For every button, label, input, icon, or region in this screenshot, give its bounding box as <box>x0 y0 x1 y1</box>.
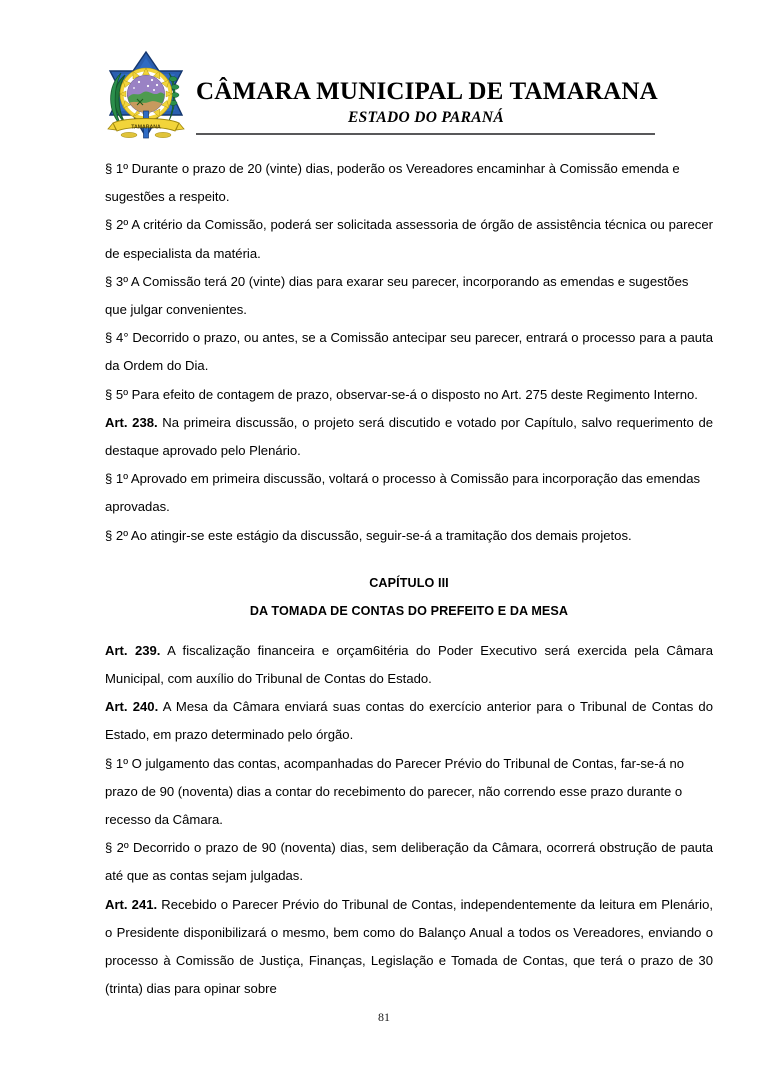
article-239-text: A fiscalização financeira e orçam6itéria do Poder Executivo será exercida pela Câmara Municipal, com auxílio do Tribunal de Contas do Estado. <box>105 642 714 687</box>
paragraph-4: § 4° Decorrido o prazo, ou antes, se a Comissão antecipar seu parecer, entrará o processo para a pauta da Ordem do Dia. <box>105 330 713 374</box>
chapter-heading <box>105 569 713 625</box>
article-238-paragraph-2: § 2º Ao atingir-se este estágio da discussão, seguir-se-á a tramitação dos demais projetos. <box>105 527 632 543</box>
article-240-text: A Mesa da Câmara enviará suas contas do exercício anterior para o Tribunal de Contas do Estado, em prazo determinado pelo órgão. <box>105 699 713 743</box>
paragraph-1: § 1º Durante o prazo de 20 (vinte) dias, poderão os Vereadores encaminhar à Comissão emenda e sugestões a respeito. <box>105 161 680 205</box>
article-238-text: Na primeira discussão, o projeto será discutido e votado por Capítulo, salvo requerimento de destaque aprovado pelo Plenário. <box>105 414 714 459</box>
chapter-number: CAPÍTULO III <box>369 575 449 590</box>
state-subtitle: ESTADO DO PARANÁ <box>347 108 505 126</box>
article-238-label: Art. 238. <box>105 414 158 430</box>
paragraph-2: § 2º A critério da Comissão, poderá ser solicitada assessoria de órgão de assistência técnica ou parecer de especialista da matéria. <box>105 217 713 261</box>
header-titles <box>196 78 656 126</box>
coat-of-arms-icon <box>103 49 189 141</box>
svg-text:TAMARANA: TAMARANA <box>131 124 161 131</box>
article-240-paragraph-1: § 1º O julgamento das contas, acompanhadas do Parecer Prévio do Tribunal de Contas, far-se-á no prazo de 90 (noventa) dias a contar do recebimento do parecer, não correndo esse prazo durante o recesso da Câmara. <box>105 755 685 828</box>
paragraph-3: § 3º A Comissão terá 20 (vinte) dias para exarar seu parecer, incorporando as emendas e sugestões que julgar convenientes. <box>105 273 689 318</box>
article-240 <box>105 693 713 749</box>
paragraph-5: § 5º Para efeito de contagem de prazo, observar-se-á o disposto no Art. 275 deste Regimento Interno. <box>105 386 698 402</box>
article-240-paragraph-2: § 2º Decorrido o prazo de 90 (noventa) dias, sem deliberação da Câmara, ocorrerá obstrução de pauta até que as contas sejam julgadas. <box>105 840 713 884</box>
article-240-label: Art. 240. <box>105 699 159 715</box>
page-header <box>0 0 768 150</box>
page-number: 81 <box>378 1010 390 1024</box>
document-body <box>105 155 713 1003</box>
article-241-text: Recebido o Parecer Prévio do Tribunal de Contas, independentemente da leitura em Plenário, o Presidente disponibilizará o mesmo, bem como do Balanço Anual a todos os Vereadores, enviando o processo à Comissão de Justiça, Finanças, Legislação e Tomada de Contas, que terá o prazo de 30 (trinta) dias para opinar sobre <box>105 896 713 997</box>
chapter-title: DA TOMADA DE CONTAS DO PREFEITO E DA MESA <box>249 603 569 618</box>
article-238 <box>105 409 713 465</box>
organization-title: CÂMARA MUNICIPAL DE TAMARANA <box>196 78 658 105</box>
header-divider <box>196 133 655 135</box>
article-238-paragraph-1: § 1º Aprovado em primeira discussão, voltará o processo à Comissão para incorporação das emendas aprovadas. <box>105 471 701 515</box>
article-241-label: Art. 241. <box>105 896 158 912</box>
article-241 <box>105 891 713 1004</box>
article-239-label: Art. 239. <box>105 642 161 658</box>
article-239 <box>105 637 713 693</box>
